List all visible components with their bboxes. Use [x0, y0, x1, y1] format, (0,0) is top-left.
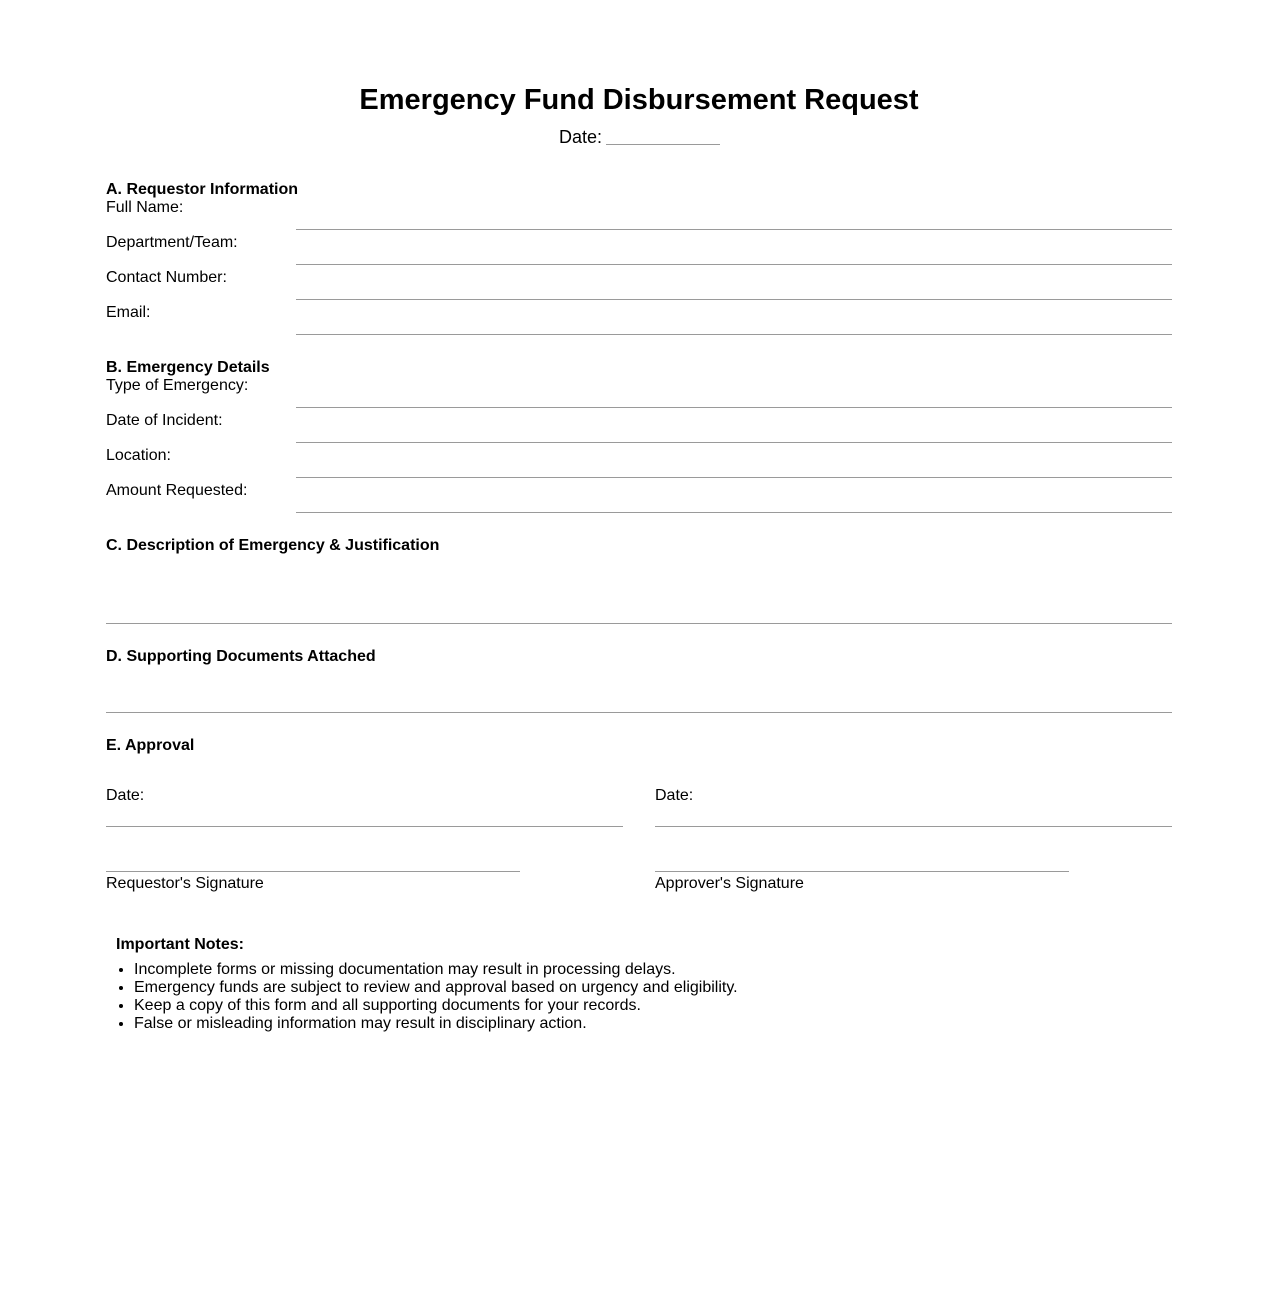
- contact-number-field: [106, 268, 1172, 300]
- full-name-input[interactable]: [296, 207, 1172, 230]
- list-item: • Emergency funds are subject to review and approval based on urgency and eligibility.: [134, 979, 1016, 997]
- department-input[interactable]: [296, 242, 1172, 265]
- full-name-field: [106, 198, 1172, 230]
- emergency-type-label: Type of Emergency:: [106, 377, 249, 394]
- approver-date-label: Date:: [655, 787, 694, 804]
- amount-requested-input[interactable]: [296, 490, 1172, 513]
- requestor-signature-label: Requestor's Signature: [106, 875, 264, 892]
- section-c-title: C. Description of Emergency & Justification: [106, 537, 440, 554]
- department-field: [106, 233, 1172, 265]
- amount-requested-field: [106, 481, 1172, 513]
- incident-date-input[interactable]: [296, 420, 1172, 443]
- contact-number-input[interactable]: [296, 277, 1172, 300]
- description-input[interactable]: [106, 560, 1172, 624]
- section-b-title: B. Emergency Details: [106, 359, 270, 376]
- header-date-label: Date:: [559, 127, 603, 147]
- incident-date-field: [106, 411, 1172, 443]
- header-date: [559, 128, 720, 148]
- amount-requested-label: Amount Requested:: [106, 482, 248, 499]
- contact-number-label: Contact Number:: [106, 269, 227, 286]
- approver-date-input[interactable]: [655, 826, 1172, 827]
- emergency-type-field: [106, 376, 1172, 408]
- list-item: • Incomplete forms or missing documentation may result in processing delays.: [134, 961, 1016, 979]
- email-input[interactable]: [296, 312, 1172, 335]
- section-a-title: A. Requestor Information: [106, 181, 299, 198]
- full-name-label: Full Name:: [106, 199, 184, 216]
- requestor-date-input[interactable]: [106, 826, 623, 827]
- list-item: • Keep a copy of this form and all supporting documents for your records.: [134, 997, 1016, 1015]
- requestor-date-label: Date:: [106, 787, 145, 804]
- department-label: Department/Team:: [106, 234, 238, 251]
- location-field: [106, 446, 1172, 478]
- document-title: Emergency Fund Disbursement Request: [359, 84, 919, 116]
- email-label: Email:: [106, 304, 151, 321]
- notes-list: [116, 961, 1016, 1033]
- important-notes: [116, 935, 1016, 1033]
- section-e-title: E. Approval: [106, 737, 195, 754]
- emergency-type-input[interactable]: [296, 385, 1172, 408]
- requestor-signature-line[interactable]: [106, 871, 520, 872]
- location-label: Location:: [106, 447, 171, 464]
- approver-signature-label: Approver's Signature: [655, 875, 804, 892]
- list-item: • False or misleading information may result in disciplinary action.: [134, 1015, 1016, 1033]
- header-date-input[interactable]: [606, 130, 720, 145]
- email-field: [106, 303, 1172, 335]
- incident-date-label: Date of Incident:: [106, 412, 223, 429]
- location-input[interactable]: [296, 455, 1172, 478]
- approver-signature-line[interactable]: [655, 871, 1069, 872]
- notes-title: Important Notes:: [116, 936, 244, 953]
- section-d-title: D. Supporting Documents Attached: [106, 648, 376, 665]
- supporting-documents-input[interactable]: [106, 670, 1172, 713]
